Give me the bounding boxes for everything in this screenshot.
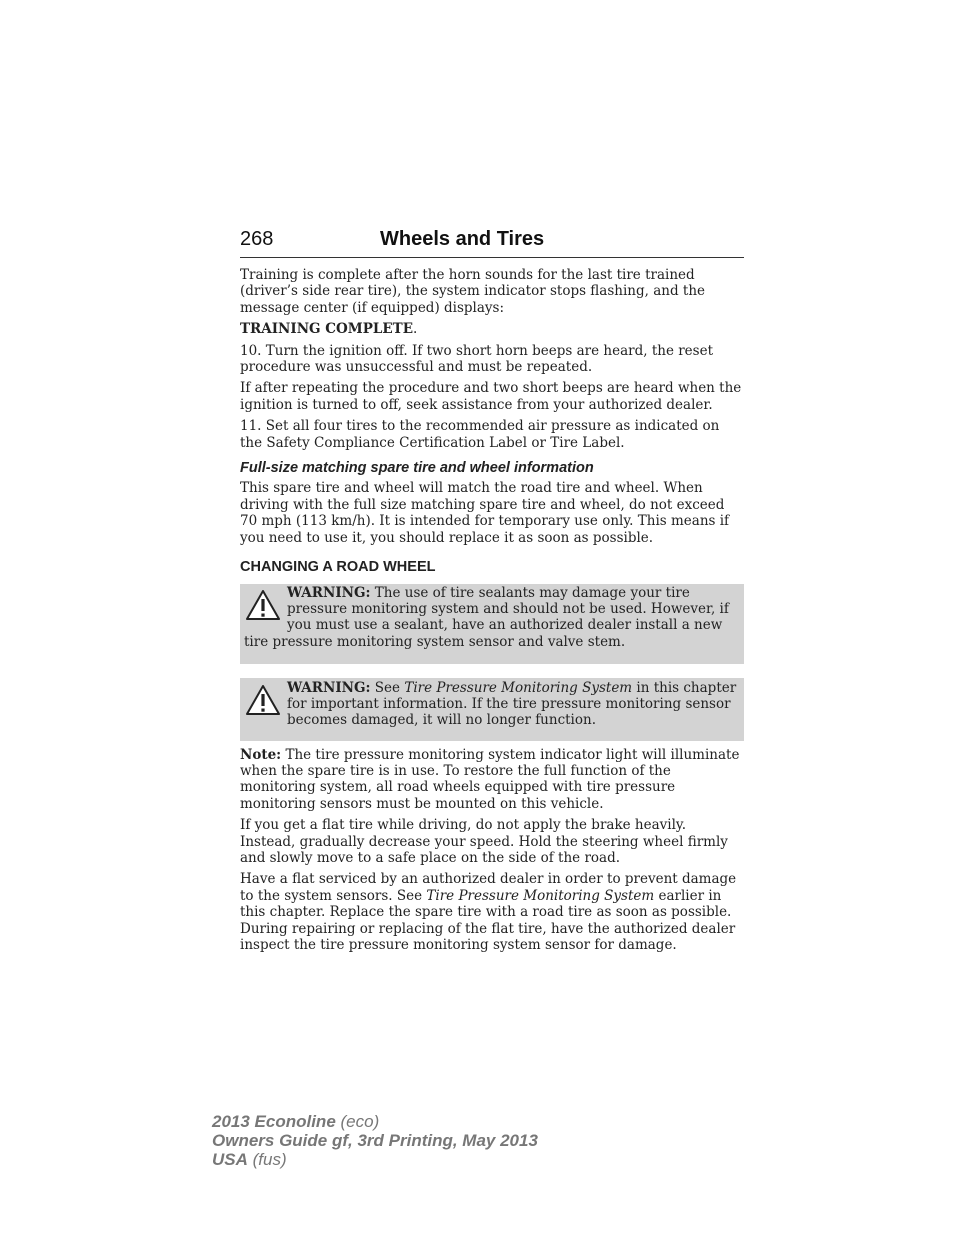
warning2-reference: Tire Pressure Monitoring System	[404, 679, 633, 696]
paragraph-spare: This spare tire and wheel will match the road tire and wheel. When driving with the full size matching spare tire and wheel, do not exceed 70 mph (113 km/h). It is intended for temporary use only. This means if you need to use it, you should replace it as soon as possible.	[240, 480, 730, 546]
warning-triangle-icon	[244, 683, 282, 717]
footer-region: USA	[212, 1150, 248, 1169]
paragraph-repeat: If after repeating the procedure and two short beeps are heard when the ignition is turned to off, seek assistance from your authorized dealer.	[240, 380, 742, 413]
page-footer	[212, 1112, 538, 1169]
footer-model-code: (eco)	[335, 1112, 380, 1131]
page-content	[240, 228, 744, 953]
service-post: earlier in this chapter. Replace the spare tire with a road tire as soon as possible. During repairing or replacing of the flat tire, have the authorized dealer inspect the tire pressure monitoring system sensor for damage.	[240, 887, 736, 953]
paragraph-training: Training is complete after the horn sounds for the last tire trained (driver’s side rear tire), the system indicator stops flashing, and the message center (if equipped) displays:	[240, 267, 706, 316]
service-pre: Have a flat serviced by an authorized dealer in order to prevent damage to the system sensors. See	[240, 871, 737, 904]
step-10: 10. Turn the ignition off. If two short horn beeps are heard, the reset procedure was unsuccessful and must be repeated.	[240, 342, 714, 376]
section-heading: CHANGING A ROAD WHEEL	[240, 559, 436, 576]
warning2-post: in this chapter for important information. If the tire pressure monitoring sensor becomes damaged, it will no longer function.	[287, 679, 737, 729]
footer-region-code: (fus)	[247, 1150, 287, 1169]
training-complete-label: TRAINING COMPLETE	[240, 321, 413, 338]
footer-line-1	[212, 1112, 538, 1131]
paragraph-flat: If you get a flat tire while driving, do not apply the brake heavily. Instead, gradually decrease your speed. Hold the steering wheel firmly and slowly move to a safe place on the side of the road.	[240, 817, 728, 866]
training-complete-period: .	[413, 321, 418, 338]
page-number: 268	[240, 228, 274, 250]
warning-triangle-icon	[244, 588, 282, 622]
paragraph-training-complete	[240, 321, 744, 337]
footer-line-2: Owners Guide gf, 3rd Printing, May 2013	[212, 1131, 538, 1150]
note-label: Note:	[240, 746, 282, 763]
paragraph-service	[240, 871, 744, 953]
note-text: The tire pressure monitoring system indicator light will illuminate when the spare tire is in use. To restore the full function of the monitoring system, all road wheels equipped with tire pressure monitoring sensors must be mounted on this vehicle.	[240, 746, 740, 812]
warning-box-sealants	[240, 584, 744, 664]
footer-line-3	[212, 1150, 538, 1169]
note-paragraph	[240, 747, 744, 813]
warning2-label: WARNING:	[287, 679, 371, 696]
page-header	[240, 228, 744, 258]
subheading-spare: Full-size matching spare tire and wheel information	[240, 460, 594, 477]
chapter-title: Wheels and Tires	[380, 228, 545, 250]
warning1-label: WARNING:	[287, 584, 371, 601]
warning2-pre: See	[370, 679, 405, 696]
body-text	[240, 267, 744, 953]
warning-box-tpms	[240, 678, 744, 741]
service-reference: Tire Pressure Monitoring System	[426, 887, 655, 904]
footer-model: 2013 Econoline	[212, 1112, 336, 1131]
warning1-text: The use of tire sealants may damage your tire pressure monitoring system and should not be used. However, if you must use a sealant, have an authorized dealer install a new tire pressure monitoring system sensor and valve stem.	[244, 584, 729, 650]
step-11: 11. Set all four tires to the recommended air pressure as indicated on the Safety Compliance Certification Label or Tire Label.	[240, 418, 720, 451]
